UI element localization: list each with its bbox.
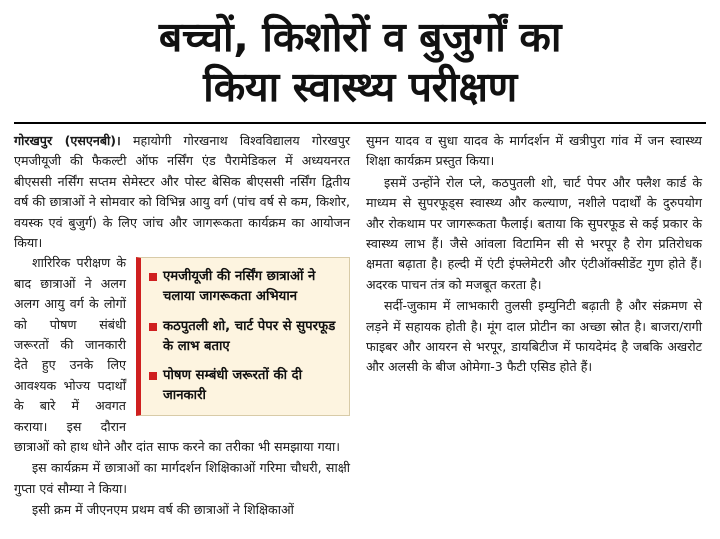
- paragraph-3: सर्दी-जुकाम में लाभकारी तुलसी इम्युनिटी बढ़ाती है और संक्रमण से लड़ने में सहायक होती है। मूंग दाल प्रोटीन का अच्छा स्रोत है। बाजरा/रागी फाइबर और आयरन से भरपूर, डायबिटीज में फायदेमंद है जबकि अखरोट और अलसी के बीज ओमेगा-3 फैटी एसिड होते हैं।: [366, 298, 702, 375]
- headline-divider: [14, 122, 706, 124]
- square-bullet-icon: [149, 273, 157, 281]
- paragraph-text: महायोगी गोरखनाथ विश्वविद्यालय गोरखपुर एमजीयूजी की फैकल्टी ऑफ नर्सिंग एंड पैरामेडिकल में अध्ययनरत बीएससी नर्सिंग सप्तम सेमेस्टर और पोस्ट बेसिक बीएससी नर्सिंग द्वितीय वर्ष की छात्राओं ने सोमवार को विभिन्न आयु वर्ग (पांच वर्ष से कम, किशोर, वयस्क एवं बुजुर्ग) के लिए जांच और जागरूकता कार्यक्रम का आयोजन किया।: [14, 133, 351, 250]
- highlight-item: [149, 317, 340, 357]
- highlight-item-label: पोषण सम्बंधी जरूरतों की दी जानकारी: [163, 367, 303, 403]
- left-column: [14, 131, 350, 520]
- paragraph-1: सुमन यादव व सुधा यादव के मार्गदर्शन में खत्रीपुरा गांव में जन स्वास्थ्य शिक्षा कार्यक्रम प्रस्तुत किया।: [366, 133, 702, 169]
- paragraph-dateline: [14, 131, 350, 253]
- square-bullet-icon: [149, 372, 157, 380]
- dateline: गोरखपुर (एसएनबी)।: [14, 133, 121, 149]
- highlight-item: [149, 366, 340, 406]
- headline-line-1: बच्चों, किशोरों व बुजुर्गों का: [158, 13, 562, 61]
- highlight-item: [149, 267, 340, 307]
- highlight-box: [136, 257, 350, 415]
- paragraph-4: इसी क्रम में जीएनएम प्रथम वर्ष की छात्राओं ने शिक्षिकाओं: [32, 502, 294, 518]
- paragraph-3: इस कार्यक्रम में छात्राओं का मार्गदर्शन शिक्षिकाओं गरिमा चौधरी, साक्षी गुप्ता एवं सौम्या ने किया।: [14, 460, 350, 496]
- headline-line-2: किया स्वास्थ्य परीक्षण: [203, 63, 517, 112]
- right-column: [366, 131, 702, 378]
- square-bullet-icon: [149, 323, 157, 331]
- paragraph-2: इसमें उन्होंने रोल प्ले, कठपुतली शो, चार्ट पेपर और फ्लैश कार्ड के माध्यम से सुपरफूड्स स्वास्थ्य और कल्याण, नशीले पदार्थों के दुरुपयोग और रोकथाम पर जागरूकता फैलाई। बताया कि सुपरफूड से कई प्रकार के स्वास्थ्य लाभ हैं। जैसे आंवला विटामिन सी से भरपूर है रोग प्रतिरोधक क्षमता बढ़ाता है। हल्दी में एंटी इंफ्लेमेटरी और एंटीऑक्सीडेंट गुण होते हैं। अदरक पाचन तंत्र को मजबूत करता है।: [366, 174, 702, 292]
- highlight-item-label: एमजीयूजी की नर्सिंग छात्राओं ने चलाया जागरूकता अभियान: [163, 269, 316, 305]
- article-columns: [14, 131, 706, 520]
- page-title: [14, 10, 706, 112]
- paragraph-2: शारिरिक परीक्षण के बाद छात्राओं ने अलग अलग आयु वर्ग के लोगों को पोषण संबंधी जरूरतों की जानकारी देते हुए उनके लिए आवश्यक भोज्य पदार्थों के बारे में अवगत कराया। इस दौरान छात्राओं को हाथ धोने और दांत साफ करने का तरीका भी समझाया गया।: [14, 255, 340, 454]
- highlight-item-label: कठपुतली शो, चार्ट पेपर से सुपरफूड के लाभ बताए: [163, 318, 336, 354]
